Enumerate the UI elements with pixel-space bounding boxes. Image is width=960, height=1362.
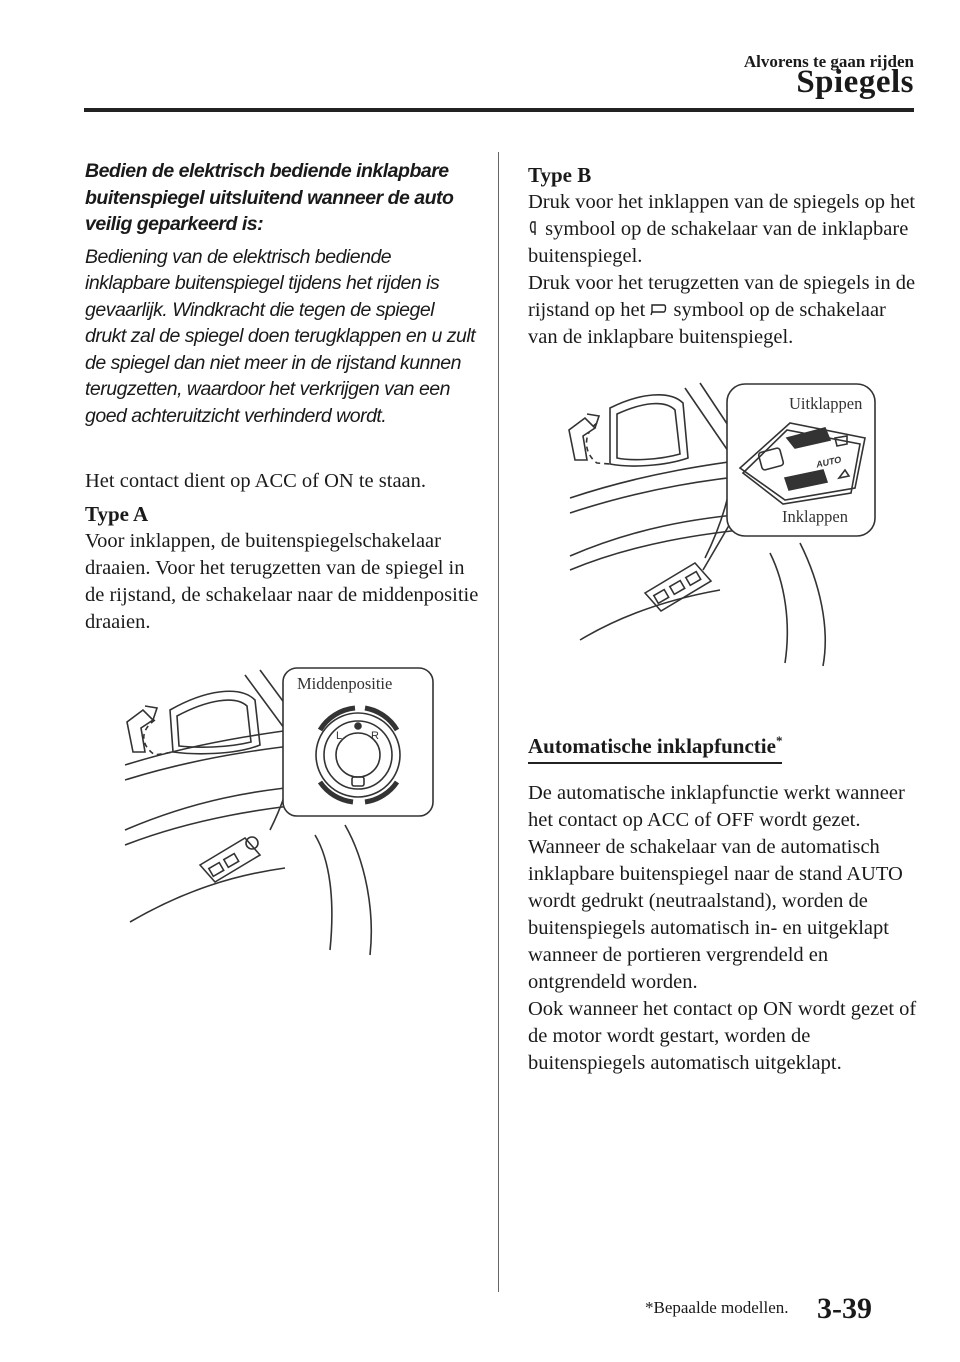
- left-column: [85, 468, 485, 636]
- type-a-text: Voor inklappen, de buitenspiegelschakelaar draaien. Voor het terugzetten van de spiegel in de rijstand, de schakelaar naar de middenpositie draaien.: [85, 530, 479, 633]
- type-a-heading: Type A: [85, 502, 149, 526]
- header-rule: [84, 108, 914, 112]
- mirror-extended-icon: [650, 301, 668, 317]
- type-b-heading: Type B: [528, 163, 592, 187]
- type-b-section: [528, 162, 918, 351]
- auto-fold-text-2: Wanneer de schakelaar van de automatisch inklapbare buitenspiegel naar de stand AUTO wordt gedrukt (neutraalstand), worden de buitenspiegels automatisch in- en uitgeklapt wanneer de portieren vergrendeld en ontgrendeld worden.: [528, 836, 903, 993]
- type-b-text-1-end: symbool op de schakelaar van de inklapbare buitenspiegel.: [528, 218, 909, 267]
- type-a-illustration: [115, 660, 445, 960]
- warning-body: Bediening van de elektrisch bediende inklapbare buitenspiegel tijdens het rijden is gevaarlijk. Windkracht die tegen de spiegel drukt zal de spiegel doen terugklappen en u zult de spiegel dan niet meer in de rijstand kunnen terugzetten, waardoor het verkrijgen van een goed achteruitzicht verhinderd wordt.: [85, 245, 476, 427]
- type-b-text-2-end: symbool op de schakelaar van de inklapbare buitenspiegel.: [528, 299, 886, 348]
- type-b-text-2-start: Druk voor het terugzetten van de spiegels in de rijstand op het: [528, 272, 916, 321]
- column-divider: [498, 152, 499, 1292]
- warning-block: [85, 158, 477, 429]
- auto-fold-heading: [528, 727, 782, 764]
- footnote-marker: *: [775, 733, 783, 748]
- middenpositie-label: Middenpositie: [297, 674, 393, 693]
- footnote: *Bepaalde modellen.: [645, 1298, 789, 1317]
- auto-fold-text-3: Ook wanneer het contact op ON wordt gezet of de motor wordt gestart, worden de buitenspiegels automatisch uitgeklapt.: [528, 998, 917, 1074]
- auto-fold-heading-text: Automatische inklapfunctie: [528, 734, 776, 758]
- uitklappen-label: Uitklappen: [789, 394, 863, 413]
- intro-text: Het contact dient op ACC of ON te staan.: [85, 470, 427, 492]
- auto-fold-text-1: De automatische inklapfunctie werkt wanneer het contact op ACC of OFF wordt gezet.: [528, 782, 905, 831]
- type-b-text-1-start: Druk voor het inklappen van de spiegels op het: [528, 191, 916, 213]
- section-label: Alvorens te gaan rijden: [743, 52, 914, 71]
- mirror-folded-icon: [528, 220, 540, 236]
- section-title: Spiegels: [796, 64, 914, 100]
- dial-letter-r: R: [371, 730, 379, 742]
- dial-letter-l: L: [336, 730, 343, 742]
- type-b-text-2: [528, 270, 918, 351]
- type-b-text-1: [528, 189, 918, 270]
- page-number: 3-39: [817, 1292, 872, 1325]
- inklappen-label: Inklappen: [782, 507, 848, 526]
- warning-title: Bedien de elektrisch bediende inklapbare buitenspiegel uitsluitend wanneer de auto veilig geparkeerd is:: [85, 160, 454, 235]
- switch-auto-label: AUTO: [815, 454, 843, 470]
- auto-fold-section: [528, 727, 918, 1077]
